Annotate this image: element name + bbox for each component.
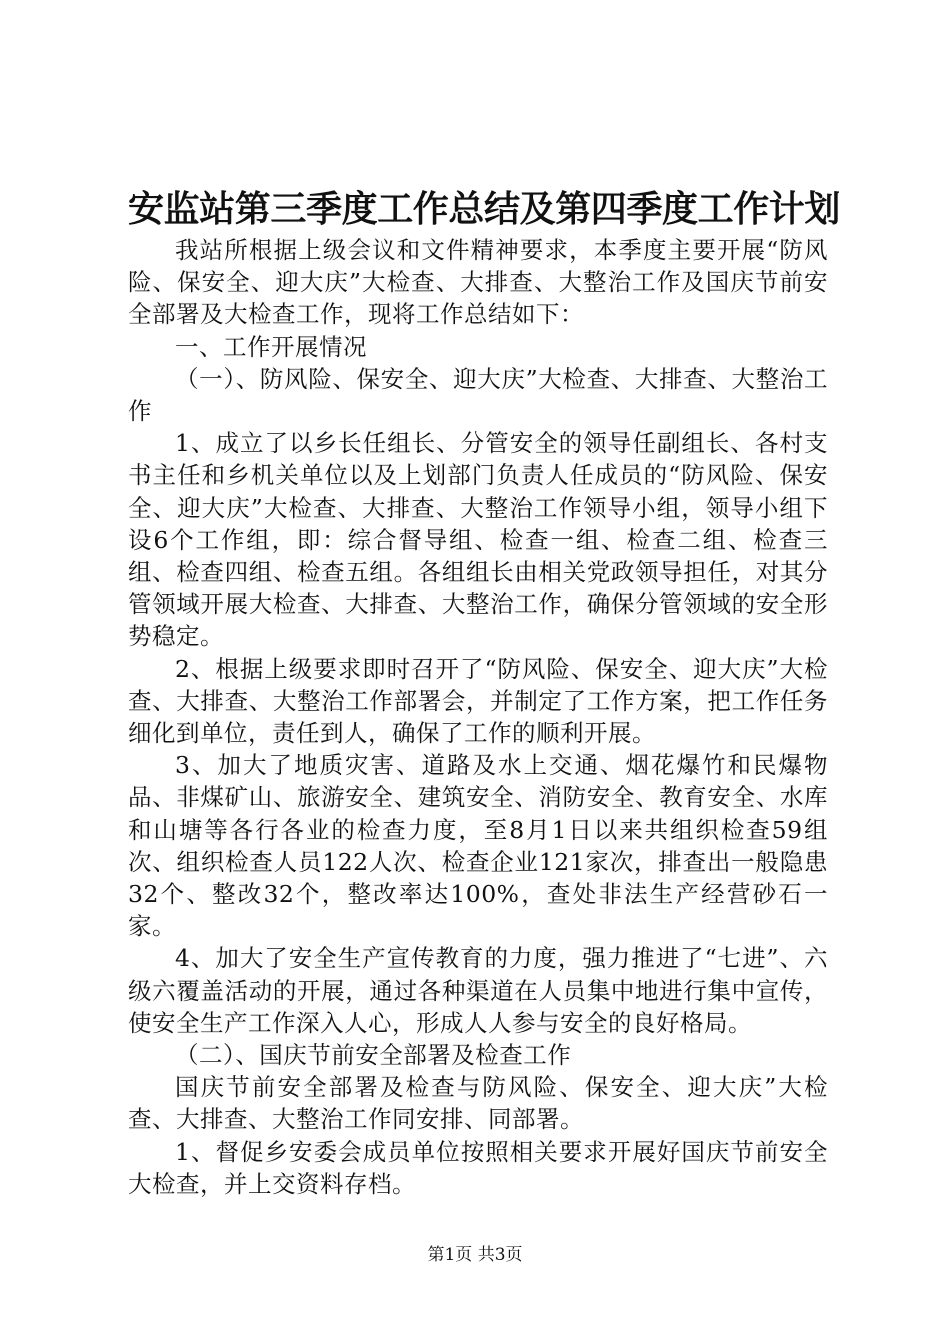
intro-paragraph: 我站所根据上级会议和文件精神要求，本季度主要开展“防风险、保安全、迎大庆”大检查、大排查、大整治工作及国庆节前安全部署及大检查工作，现将工作总结如下：: [128, 236, 828, 329]
list-item-paragraph: 3、加大了地质灾害、道路及水上交通、烟花爆竹和民爆物品、非煤矿山、旅游安全、建筑安全、消防安全、教育安全、水库和山塘等各行各业的检查力度，至8月1日以来共组织检查59组次、组织检查人员122人次、检查企业121家次，排查出一般隐患32个、整改32个，整改率达100%，查处非法生产经营砂石一家。: [128, 751, 828, 941]
list-item-paragraph: 4、加大了安全生产宣传教育的力度，强力推进了“七进”、六级六覆盖活动的开展，通过各种渠道在人员集中地进行集中宣传，使安全生产工作深入人心，形成人人参与安全的良好格局。: [128, 944, 828, 1037]
body-paragraph: 国庆节前安全部署及检查与防风险、保安全、迎大庆”大检查、大排查、大整治工作同安排、同部署。: [128, 1073, 828, 1134]
page-number-footer: 第1页 共3页: [427, 1245, 523, 1265]
subsection-heading-national-day: （二）、国庆节前安全部署及检查工作: [175, 1041, 572, 1070]
document-title: 安监站第三季度工作总结及第四季度工作计划: [128, 189, 841, 230]
subsection-heading-inspection: （一）、防风险、保安全、迎大庆”大检查、大排查、大整治工作: [128, 364, 828, 426]
section-heading-work-status: 一、工作开展情况: [175, 332, 367, 361]
document-body: [128, 234, 828, 1200]
list-item-paragraph: 2、根据上级要求即时召开了“防风险、保安全、迎大庆”大检查、大排查、大整治工作部署会，并制定了工作方案，把工作任务细化到单位，责任到人，确保了工作的顺利开展。: [128, 654, 828, 748]
list-item-paragraph: 1、成立了以乡长任组长、分管安全的领导任副组长、各村支书主任和乡机关单位以及上划部门负责人任成员的“防风险、保安全、迎大庆”大检查、大排查、大整治工作领导小组，领导小组下设6个工作组，即：综合督导组、检查一组、检查二组、检查三组、检查四组、检查五组。各组组长由相关党政领导担任，对其分管领域开展大检查、大排查、大整治工作，确保分管领域的安全形势稳定。: [128, 429, 828, 651]
list-item-paragraph: 1、督促乡安委会成员单位按照相关要求开展好国庆节前安全大检查，并上交资料存档。: [128, 1137, 828, 1198]
